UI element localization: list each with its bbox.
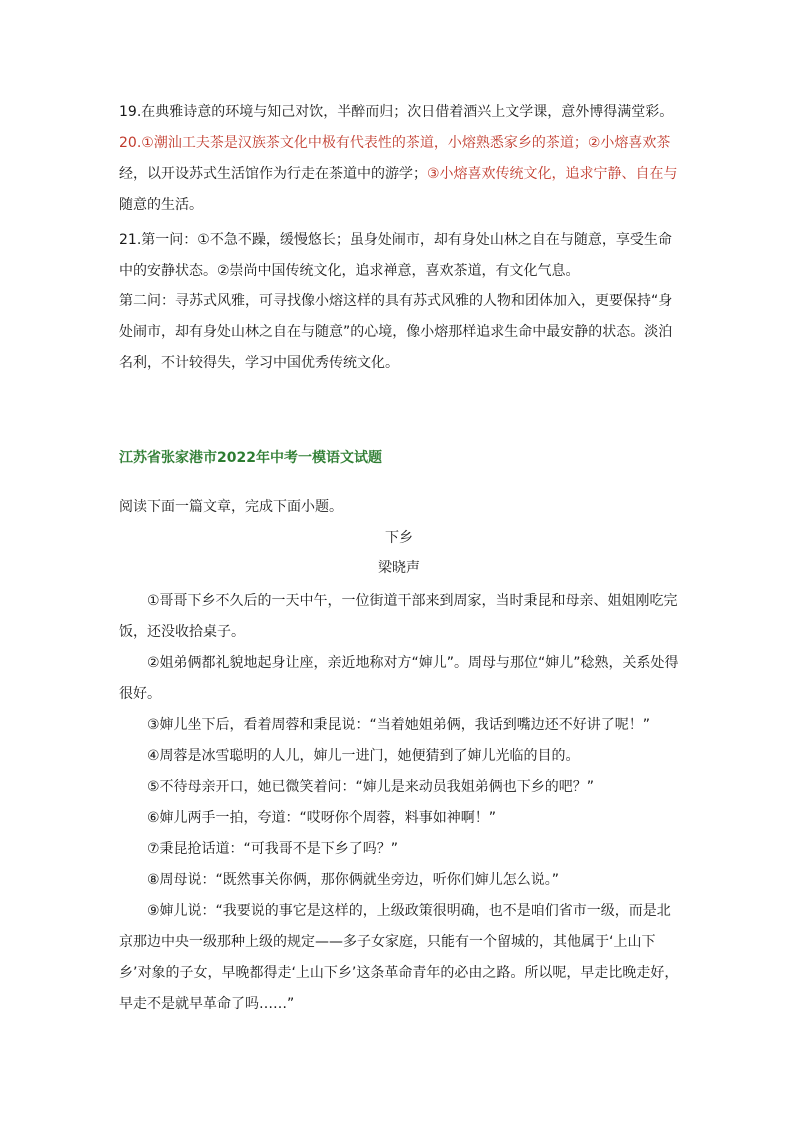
answer-21-part2: 第二问：寻苏式风雅，可寻找像小熔这样的具有苏式风雅的人物和团体加入，更要保持“身处闹市，却有身处山林之自在与随意”的心境，像小熔那样追求生命中最安静的状态。淡泊名利，不计较得失，学习中国优秀传统文化。 (119, 293, 673, 371)
article-author: 梁晓声 (378, 560, 420, 576)
answer-20-line2a: 经，以开设苏式生活馆作为行走在茶道中的游学； (119, 166, 427, 182)
article-paragraph: ⑧周母说：“既然事关你俩，那你俩就坐旁边，听你们婶儿怎么说。” (147, 872, 560, 888)
article-paragraph: ②姐弟俩都礼貌地起身让座，亲近地称对方“婶儿”。周母与那位“婶儿”稔熟，关系处得很好。 (119, 655, 679, 702)
answer-20-line3: 随意的生活。 (119, 197, 203, 213)
section-title: 江苏省张家港市2022年中考一模语文试题 (119, 450, 382, 466)
article-title: 下乡 (385, 530, 413, 546)
answer-21-part1: 21.第一问：①不急不躁，缓慢悠长；虽身处闹市，却有身处山林之自在与随意，享受生命中的安静状态。②崇尚中国传统文化，追求禅意，喜欢茶道，有文化气息。 (119, 232, 672, 279)
article-paragraph: ④周蓉是冰雪聪明的人儿，婶儿一进门，她便猜到了婶儿光临的目的。 (147, 748, 580, 764)
article-paragraph: ⑤不待母亲开口，她已微笑着问：“婶儿是来动员我姐弟俩也下乡的吧？” (147, 779, 595, 795)
answer-19: 19.在典雅诗意的环境与知己对饮，半醉而归；次日借着酒兴上文学课，意外博得满堂彩。 (119, 104, 674, 120)
article-paragraph: ⑨婶儿说：“我要说的事它是这样的，上级政策很明确，也不是咱们省市一级，而是北京那边中央一级那种上级的规定——多子女家庭，只能有一个留城的，其他属于‘上山下乡’对象的子女，早晚都得走‘上山下乡’这条革命青年的必由之路。所以呢，早走比晚走好，早走不是就早革命了吗……” (119, 903, 679, 1012)
answer-20 (119, 128, 679, 221)
article-paragraph: ⑥婶儿两手一拍，夸道：“哎呀你个周蓉，料事如神啊！” (147, 810, 497, 826)
answer-20-line2b: ③小熔喜欢传统文化，追求宁静、自在与 (427, 166, 678, 182)
article-paragraph: ①哥哥下乡不久后的一天中午，一位街道干部来到周家，当时秉昆和母亲、姐姐刚吃完饭，还没收拾桌子。 (119, 593, 678, 640)
article-paragraph: ⑦秉昆抢话道：“可我哥不是下乡了吗？” (147, 841, 399, 857)
answer-20-line1: 20.①潮汕工夫茶是汉族茶文化中极有代表性的茶道，小熔熟悉家乡的茶道；②小熔喜欢茶 (119, 135, 671, 151)
article-paragraph: ③婶儿坐下后，看着周蓉和秉昆说：“当着她姐弟俩，我话到嘴边还不好讲了呢！” (147, 717, 651, 733)
reading-instruction: 阅读下面一篇文章，完成下面小题。 (119, 499, 343, 515)
